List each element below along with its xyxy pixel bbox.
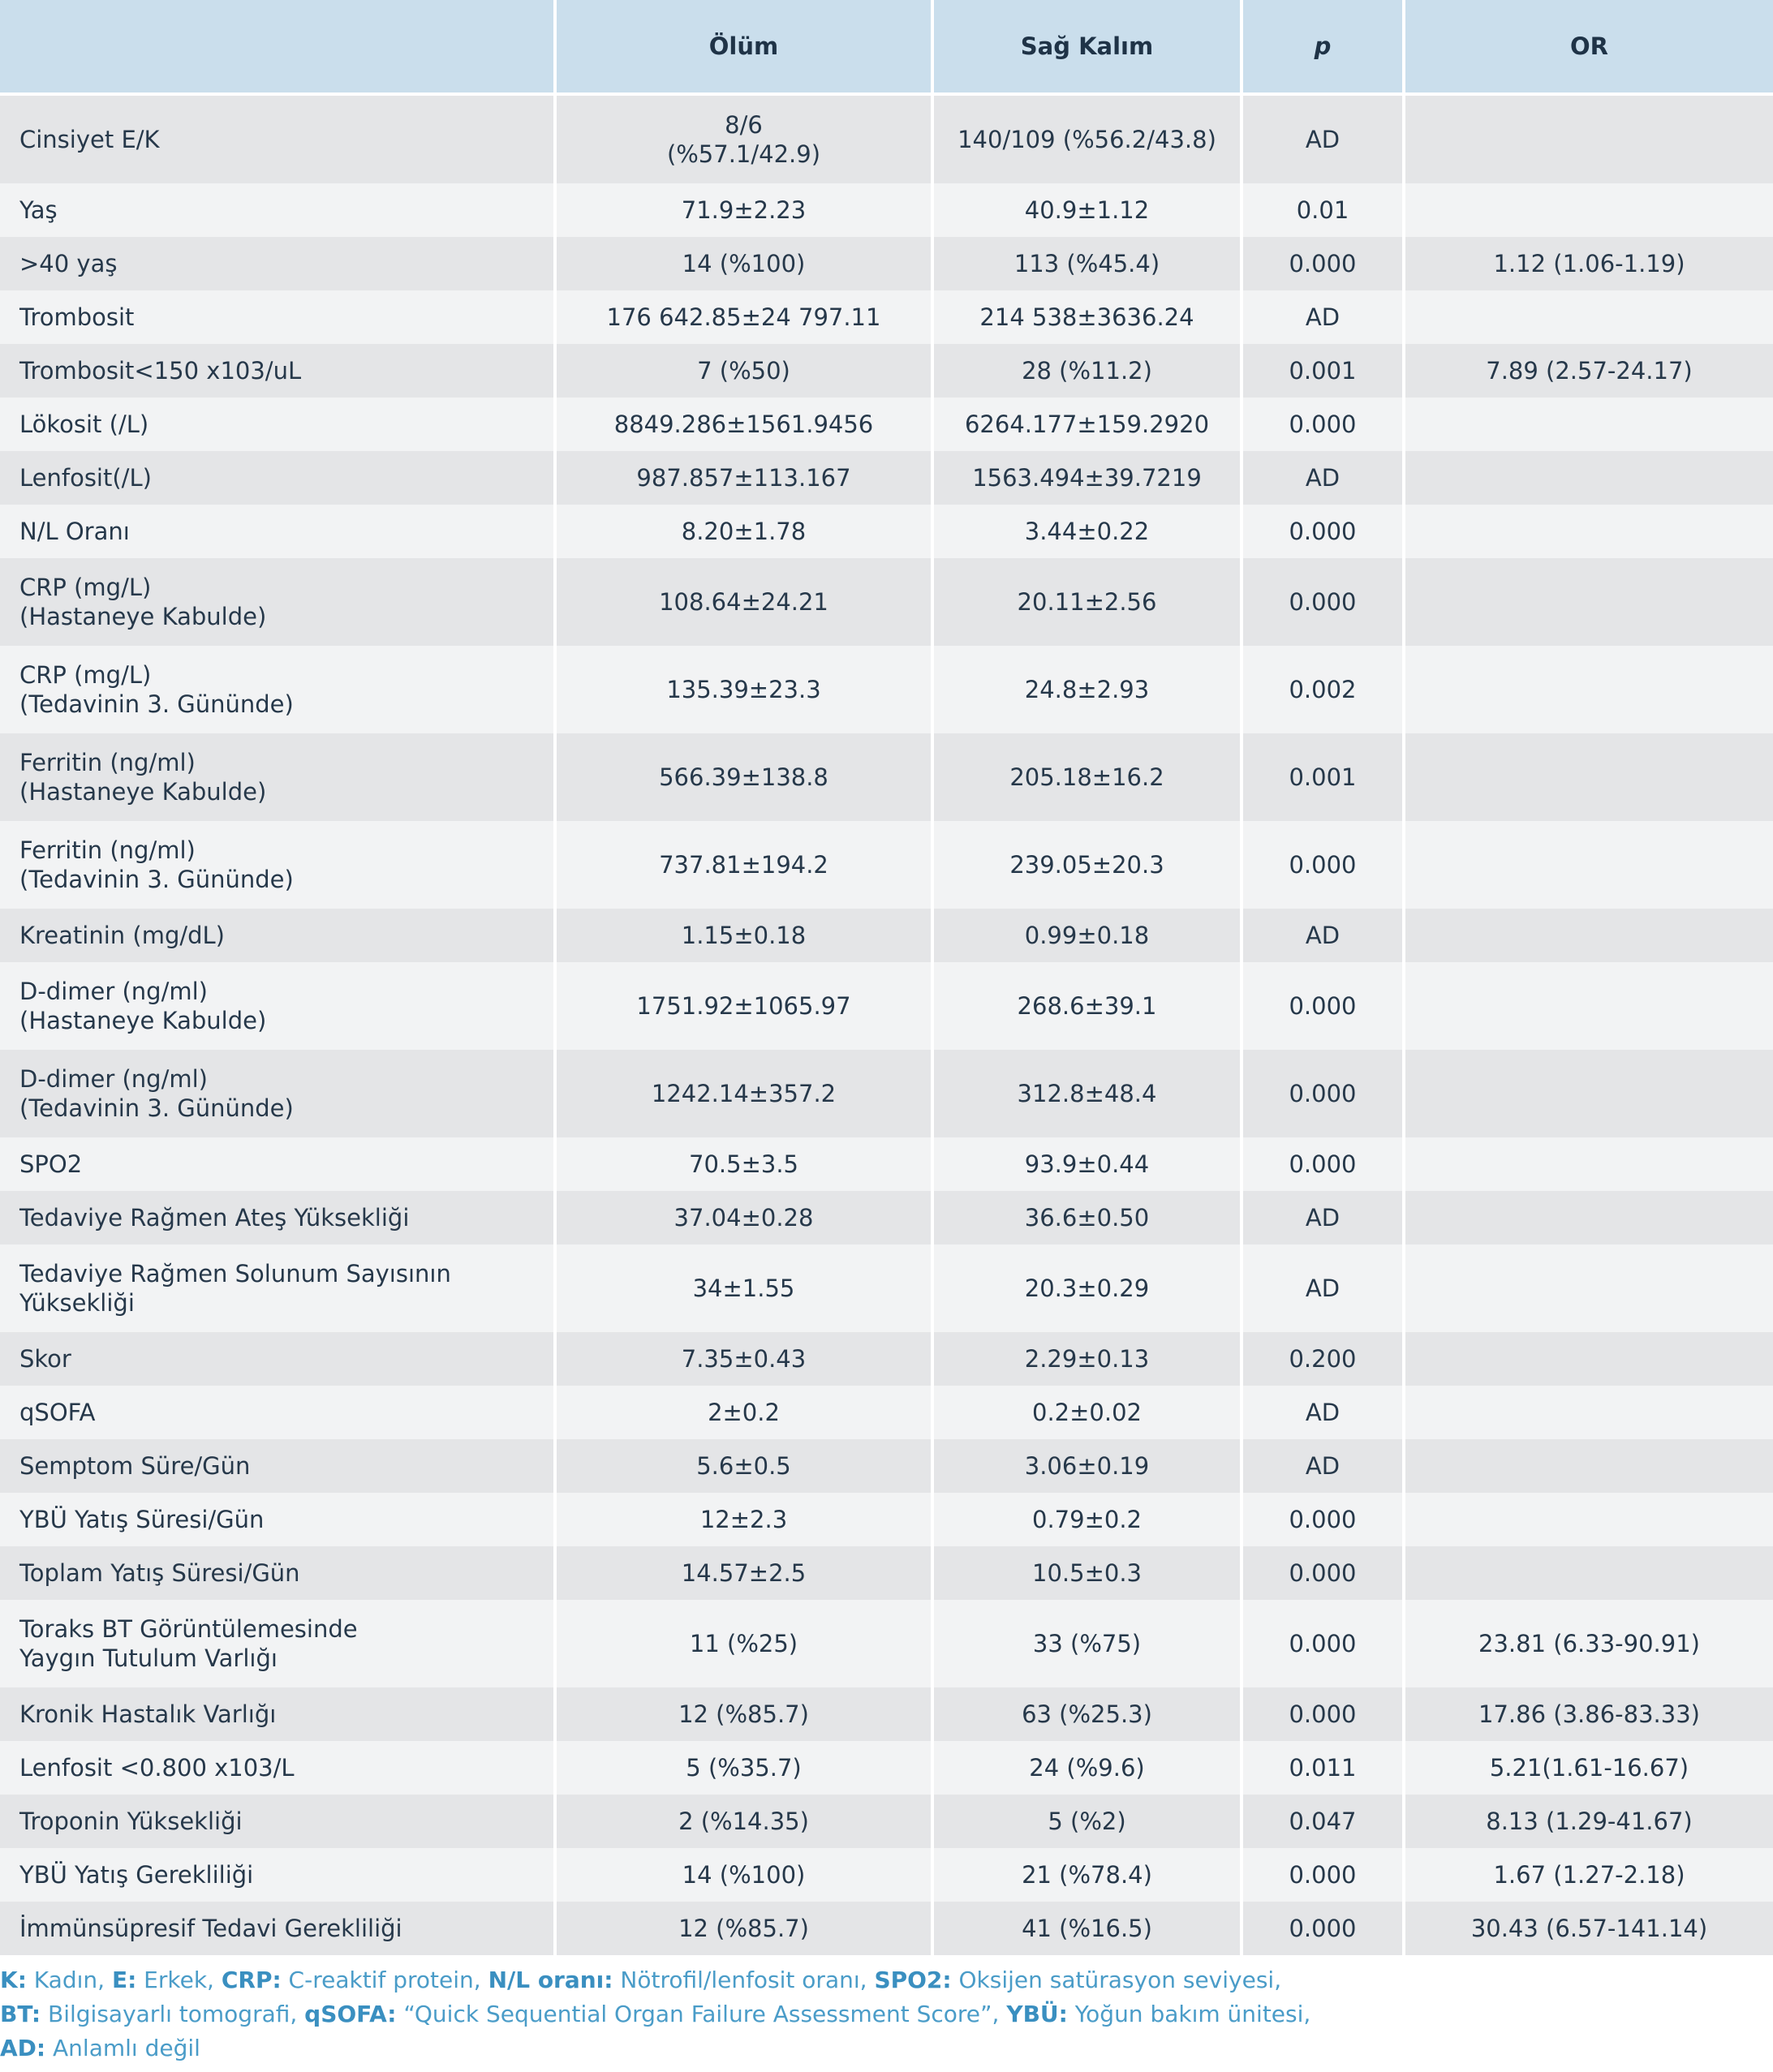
survival-value-cell: 312.8±48.4 — [931, 1050, 1240, 1137]
table-row — [0, 1137, 1773, 1191]
death-value-cell-line: 2±0.2 — [708, 1399, 780, 1426]
footnote-abbreviation: N/L oranı: — [488, 1967, 613, 1993]
odds-ratio-cell — [1402, 1191, 1773, 1244]
table-row — [0, 558, 1773, 646]
footnote-line — [0, 2031, 1773, 2066]
table-body — [0, 96, 1773, 1955]
table-row — [0, 962, 1773, 1050]
parameter-cell-line: YBÜ Yatış Gerekliliği — [19, 1861, 254, 1889]
parameter-cell — [0, 1902, 553, 1955]
header-p-value: p — [1240, 0, 1402, 96]
footnote-line — [0, 1997, 1773, 2031]
death-value-cell-line: 12 (%85.7) — [678, 1700, 809, 1728]
footnote-abbreviation: BT: — [0, 2001, 41, 2027]
parameter-cell-line: YBÜ Yatış Süresi/Gün — [19, 1506, 265, 1533]
odds-ratio-cell: 1.12 (1.06-1.19) — [1402, 237, 1773, 290]
survival-value-cell: 3.44±0.22 — [931, 505, 1240, 558]
footnote-definition: C-reaktif protein, — [281, 1967, 488, 1993]
parameter-cell — [0, 1137, 553, 1191]
footnote-abbreviation: AD: — [0, 2035, 46, 2061]
survival-value-cell: 0.79±0.2 — [931, 1493, 1240, 1546]
parameter-cell-line: Lenfosit(/L) — [19, 464, 152, 492]
table-row — [0, 1546, 1773, 1600]
death-value-cell-line: 12±2.3 — [699, 1506, 788, 1533]
parameter-cell-line: D-dimer (ng/ml) — [19, 978, 208, 1005]
death-value-cell — [553, 1050, 931, 1137]
parameter-cell-line: Yaygın Tutulum Varlığı — [19, 1644, 278, 1672]
odds-ratio-cell — [1402, 1137, 1773, 1191]
p-value-cell: 0.000 — [1240, 398, 1402, 451]
death-value-cell-line: 5 (%35.7) — [686, 1754, 802, 1782]
survival-value-cell: 268.6±39.1 — [931, 962, 1240, 1050]
odds-ratio-cell — [1402, 1493, 1773, 1546]
p-value-cell: AD — [1240, 451, 1402, 505]
footnote — [0, 1955, 1773, 2066]
footnote-abbreviation: CRP: — [221, 1967, 282, 1993]
parameter-cell — [0, 1687, 553, 1741]
death-value-cell-line: 14.57±2.5 — [681, 1559, 807, 1587]
p-value-cell: AD — [1240, 1439, 1402, 1493]
survival-value-cell: 93.9±0.44 — [931, 1137, 1240, 1191]
parameter-cell-line: Tedaviye Rağmen Solunum Sayısının Yüksekliği — [19, 1260, 451, 1317]
death-value-cell-line: 108.64±24.21 — [659, 588, 828, 616]
parameter-cell-line: (Hastaneye Kabulde) — [19, 1007, 267, 1034]
death-value-cell — [553, 558, 931, 646]
parameter-cell-line: (Tedavinin 3. Gününde) — [19, 690, 294, 718]
parameter-cell-line: Skor — [19, 1345, 71, 1373]
parameter-cell-line: (Hastaneye Kabulde) — [19, 603, 267, 630]
parameter-cell — [0, 962, 553, 1050]
p-value-cell: 0.000 — [1240, 1137, 1402, 1191]
p-value-cell: 0.000 — [1240, 1848, 1402, 1902]
death-value-cell — [553, 505, 931, 558]
odds-ratio-cell — [1402, 821, 1773, 909]
odds-ratio-cell: 17.86 (3.86-83.33) — [1402, 1687, 1773, 1741]
survival-value-cell: 28 (%11.2) — [931, 344, 1240, 398]
p-value-cell: 0.000 — [1240, 962, 1402, 1050]
p-value-cell: AD — [1240, 96, 1402, 183]
survival-value-cell: 24 (%9.6) — [931, 1741, 1240, 1795]
parameter-cell — [0, 505, 553, 558]
parameter-cell-line: Ferritin (ng/ml) — [19, 749, 196, 776]
death-value-cell — [553, 1386, 931, 1439]
survival-value-cell: 33 (%75) — [931, 1600, 1240, 1687]
death-value-cell — [553, 733, 931, 821]
parameter-cell-line: Lökosit (/L) — [19, 411, 149, 438]
parameter-cell — [0, 1546, 553, 1600]
parameter-cell — [0, 1493, 553, 1546]
p-value-cell: 0.200 — [1240, 1332, 1402, 1386]
table-row — [0, 451, 1773, 505]
parameter-cell — [0, 1741, 553, 1795]
parameter-cell-line: (Tedavinin 3. Gününde) — [19, 866, 294, 893]
p-value-cell: 0.000 — [1240, 237, 1402, 290]
survival-value-cell: 0.2±0.02 — [931, 1386, 1240, 1439]
death-value-cell — [553, 909, 931, 962]
death-value-cell — [553, 962, 931, 1050]
death-value-cell — [553, 1600, 931, 1687]
footnote-abbreviation: YBÜ: — [1006, 2001, 1068, 2027]
death-value-cell-line: 1751.92±1065.97 — [636, 992, 851, 1020]
parameter-cell — [0, 821, 553, 909]
header-parameter — [0, 0, 553, 96]
death-value-cell — [553, 1332, 931, 1386]
header-survival: Sağ Kalım — [931, 0, 1240, 96]
table-row — [0, 398, 1773, 451]
parameter-cell-line: D-dimer (ng/ml) — [19, 1065, 208, 1093]
p-value-cell: 0.000 — [1240, 1902, 1402, 1955]
death-value-cell-line: 2 (%14.35) — [678, 1808, 809, 1835]
death-value-cell-line: 7 (%50) — [697, 357, 790, 385]
survival-value-cell: 36.6±0.50 — [931, 1191, 1240, 1244]
table-row — [0, 1687, 1773, 1741]
survival-value-cell: 20.11±2.56 — [931, 558, 1240, 646]
odds-ratio-cell — [1402, 398, 1773, 451]
odds-ratio-cell — [1402, 962, 1773, 1050]
parameter-cell-line: Ferritin (ng/ml) — [19, 836, 196, 864]
odds-ratio-cell — [1402, 183, 1773, 237]
odds-ratio-cell: 23.81 (6.33-90.91) — [1402, 1600, 1773, 1687]
death-value-cell-line: (%57.1/42.9) — [666, 140, 821, 168]
footnote-definition: Anlamlı değil — [45, 2035, 200, 2061]
p-value-cell: 0.001 — [1240, 733, 1402, 821]
parameter-cell — [0, 909, 553, 962]
death-value-cell — [553, 1546, 931, 1600]
death-value-cell — [553, 1191, 931, 1244]
table-row — [0, 96, 1773, 183]
odds-ratio-cell — [1402, 1386, 1773, 1439]
survival-value-cell: 214 538±3636.24 — [931, 290, 1240, 344]
death-value-cell — [553, 96, 931, 183]
death-value-cell-line: 737.81±194.2 — [659, 851, 828, 879]
survival-value-cell: 6264.177±159.2920 — [931, 398, 1240, 451]
parameter-cell-line: Trombosit — [19, 303, 135, 331]
footnote-abbreviation: SPO2: — [874, 1967, 952, 1993]
death-value-cell-line: 5.6±0.5 — [696, 1452, 791, 1480]
death-value-cell — [553, 1741, 931, 1795]
table-row — [0, 821, 1773, 909]
p-value-cell: 0.000 — [1240, 1687, 1402, 1741]
table-row — [0, 344, 1773, 398]
table-row — [0, 1795, 1773, 1848]
footnote-abbreviation: K: — [0, 1967, 27, 1993]
table-row — [0, 1439, 1773, 1493]
parameter-cell — [0, 1050, 553, 1137]
death-value-cell-line: 1.15±0.18 — [681, 922, 807, 949]
table-row — [0, 1493, 1773, 1546]
table-row — [0, 1902, 1773, 1955]
odds-ratio-cell — [1402, 1244, 1773, 1332]
death-value-cell — [553, 1493, 931, 1546]
parameter-cell-line: (Hastaneye Kabulde) — [19, 778, 267, 806]
p-value-cell: 0.000 — [1240, 1600, 1402, 1687]
parameter-cell-line: Lenfosit <0.800 x103/L — [19, 1754, 295, 1782]
table-row — [0, 1191, 1773, 1244]
death-value-cell — [553, 398, 931, 451]
death-value-cell-line: 176 642.85±24 797.11 — [606, 303, 881, 331]
p-value-cell: 0.000 — [1240, 1493, 1402, 1546]
footnote-abbreviation: qSOFA: — [304, 2001, 397, 2027]
death-value-cell-line: 71.9±2.23 — [681, 196, 807, 224]
parameter-cell — [0, 290, 553, 344]
odds-ratio-cell: 30.43 (6.57-141.14) — [1402, 1902, 1773, 1955]
table-row — [0, 183, 1773, 237]
table-row — [0, 1848, 1773, 1902]
parameter-cell-line: Semptom Süre/Gün — [19, 1452, 251, 1480]
death-value-cell — [553, 1795, 931, 1848]
footnote-definition: Erkek, — [136, 1967, 222, 1993]
table-row — [0, 1600, 1773, 1687]
parameter-cell — [0, 1191, 553, 1244]
death-value-cell — [553, 1244, 931, 1332]
death-value-cell-line: 70.5±3.5 — [689, 1150, 798, 1178]
footnote-definition: Kadın, — [26, 1967, 112, 1993]
parameter-cell — [0, 237, 553, 290]
death-value-cell-line: 8/6 — [725, 111, 763, 139]
footnote-definition: Oksijen satürasyon seviyesi, — [951, 1967, 1282, 1993]
death-value-cell-line: 37.04±0.28 — [673, 1204, 814, 1232]
parameter-cell — [0, 1600, 553, 1687]
parameter-cell — [0, 1848, 553, 1902]
parameter-cell — [0, 1795, 553, 1848]
death-value-cell-line: 7.35±0.43 — [681, 1345, 807, 1373]
parameter-cell-line: N/L Oranı — [19, 518, 130, 545]
footnote-definition: Nötrofil/lenfosit oranı, — [613, 1967, 875, 1993]
odds-ratio-cell — [1402, 909, 1773, 962]
parameter-cell-line: CRP (mg/L) — [19, 574, 152, 601]
footnote-definition: Bilgisayarlı tomografi, — [41, 2001, 305, 2027]
parameter-cell-line: Toplam Yatış Süresi/Gün — [19, 1559, 300, 1587]
death-value-cell-line: 12 (%85.7) — [678, 1915, 809, 1942]
parameter-cell — [0, 646, 553, 733]
p-value-cell: 0.001 — [1240, 344, 1402, 398]
odds-ratio-cell: 5.21(1.61-16.67) — [1402, 1741, 1773, 1795]
header-death: Ölüm — [553, 0, 931, 96]
p-value-cell: AD — [1240, 1191, 1402, 1244]
odds-ratio-cell — [1402, 451, 1773, 505]
parameter-cell — [0, 1244, 553, 1332]
survival-value-cell: 113 (%45.4) — [931, 237, 1240, 290]
survival-value-cell: 41 (%16.5) — [931, 1902, 1240, 1955]
death-value-cell — [553, 344, 931, 398]
parameter-cell — [0, 398, 553, 451]
table-row — [0, 1741, 1773, 1795]
survival-value-cell: 10.5±0.3 — [931, 1546, 1240, 1600]
table-row — [0, 1332, 1773, 1386]
p-value-cell: 0.000 — [1240, 558, 1402, 646]
death-value-cell-line: 1242.14±357.2 — [651, 1080, 837, 1107]
p-value-cell: AD — [1240, 290, 1402, 344]
death-value-cell — [553, 451, 931, 505]
survival-value-cell: 2.29±0.13 — [931, 1332, 1240, 1386]
parameter-cell-line: Kronik Hastalık Varlığı — [19, 1700, 277, 1728]
parameter-cell-line: (Tedavinin 3. Gününde) — [19, 1094, 294, 1122]
survival-value-cell: 5 (%2) — [931, 1795, 1240, 1848]
death-value-cell-line: 14 (%100) — [682, 1861, 806, 1889]
parameter-cell — [0, 1386, 553, 1439]
footnote-definition: Yoğun bakım ünitesi, — [1067, 2001, 1311, 2027]
survival-value-cell: 0.99±0.18 — [931, 909, 1240, 962]
table-row — [0, 733, 1773, 821]
table-row — [0, 909, 1773, 962]
parameter-cell-line: Troponin Yüksekliği — [19, 1808, 243, 1835]
footnote-definition: “Quick Sequential Organ Failure Assessment Score”, — [396, 2001, 1007, 2027]
death-value-cell-line: 987.857±113.167 — [636, 464, 851, 492]
p-value-cell: 0.011 — [1240, 1741, 1402, 1795]
parameter-cell-line: Tedaviye Rağmen Ateş Yüksekliği — [19, 1204, 410, 1232]
survival-value-cell: 21 (%78.4) — [931, 1848, 1240, 1902]
odds-ratio-cell — [1402, 1332, 1773, 1386]
table-row — [0, 646, 1773, 733]
survival-value-cell: 239.05±20.3 — [931, 821, 1240, 909]
p-value-cell: 0.000 — [1240, 505, 1402, 558]
parameter-cell — [0, 96, 553, 183]
odds-ratio-cell: 8.13 (1.29-41.67) — [1402, 1795, 1773, 1848]
death-value-cell — [553, 290, 931, 344]
p-value-cell: 0.000 — [1240, 1050, 1402, 1137]
odds-ratio-cell — [1402, 290, 1773, 344]
odds-ratio-cell: 1.67 (1.27-2.18) — [1402, 1848, 1773, 1902]
table-row — [0, 505, 1773, 558]
odds-ratio-cell — [1402, 1050, 1773, 1137]
parameter-cell-line: Cinsiyet E/K — [19, 126, 160, 153]
death-value-cell — [553, 1137, 931, 1191]
death-value-cell — [553, 1687, 931, 1741]
odds-ratio-cell — [1402, 96, 1773, 183]
parameter-cell-line: Toraks BT Görüntülemesinde — [19, 1615, 358, 1643]
survival-value-cell: 24.8±2.93 — [931, 646, 1240, 733]
table-row — [0, 237, 1773, 290]
table-row — [0, 1050, 1773, 1137]
table-row — [0, 1386, 1773, 1439]
death-value-cell-line: 135.39±23.3 — [666, 676, 821, 703]
odds-ratio-cell — [1402, 733, 1773, 821]
parameter-cell-line: SPO2 — [19, 1150, 83, 1178]
p-value-cell: AD — [1240, 1244, 1402, 1332]
death-value-cell — [553, 183, 931, 237]
parameter-cell-line: Yaş — [19, 196, 58, 224]
survival-value-cell: 205.18±16.2 — [931, 733, 1240, 821]
p-value-cell: 0.01 — [1240, 183, 1402, 237]
footnote-line — [0, 1963, 1773, 1997]
p-value-cell: 0.000 — [1240, 821, 1402, 909]
survival-value-cell: 20.3±0.29 — [931, 1244, 1240, 1332]
death-value-cell-line: 34±1.55 — [692, 1275, 795, 1302]
parameter-cell — [0, 344, 553, 398]
parameter-cell-line: >40 yaş — [19, 250, 118, 277]
header-odds-ratio: OR — [1402, 0, 1773, 96]
death-value-cell — [553, 237, 931, 290]
footnote-abbreviation: E: — [111, 1967, 137, 1993]
survival-value-cell: 63 (%25.3) — [931, 1687, 1240, 1741]
death-value-cell-line: 8.20±1.78 — [681, 518, 807, 545]
death-value-cell-line: 11 (%25) — [689, 1630, 798, 1657]
table-row — [0, 290, 1773, 344]
parameter-cell-line: Trombosit<150 x103/uL — [19, 357, 302, 385]
table-row — [0, 1244, 1773, 1332]
survival-value-cell: 140/109 (%56.2/43.8) — [931, 96, 1240, 183]
p-value-cell: 0.047 — [1240, 1795, 1402, 1848]
parameter-cell-line: CRP (mg/L) — [19, 661, 152, 689]
parameter-cell-line: Kreatinin (mg/dL) — [19, 922, 225, 949]
parameter-cell — [0, 451, 553, 505]
death-value-cell — [553, 1902, 931, 1955]
odds-ratio-cell: 7.89 (2.57-24.17) — [1402, 344, 1773, 398]
death-value-cell — [553, 1848, 931, 1902]
odds-ratio-cell — [1402, 558, 1773, 646]
death-value-cell — [553, 821, 931, 909]
header-row — [0, 0, 1773, 96]
parameter-cell — [0, 1332, 553, 1386]
parameter-cell-line: İmmünsüpresif Tedavi Gerekliliği — [19, 1915, 402, 1942]
parameter-cell — [0, 733, 553, 821]
odds-ratio-cell — [1402, 1439, 1773, 1493]
p-value-cell: 0.002 — [1240, 646, 1402, 733]
survival-value-cell: 40.9±1.12 — [931, 183, 1240, 237]
parameter-cell — [0, 558, 553, 646]
survival-value-cell: 3.06±0.19 — [931, 1439, 1240, 1493]
parameter-cell — [0, 1439, 553, 1493]
death-value-cell — [553, 646, 931, 733]
parameter-cell — [0, 183, 553, 237]
death-value-cell-line: 566.39±138.8 — [659, 763, 828, 791]
odds-ratio-cell — [1402, 1546, 1773, 1600]
death-value-cell — [553, 1439, 931, 1493]
p-value-cell: AD — [1240, 909, 1402, 962]
survival-value-cell: 1563.494±39.7219 — [931, 451, 1240, 505]
death-value-cell-line: 8849.286±1561.9456 — [613, 411, 874, 438]
odds-ratio-cell — [1402, 505, 1773, 558]
odds-ratio-cell — [1402, 646, 1773, 733]
parameter-cell-line: qSOFA — [19, 1399, 96, 1426]
p-value-cell: 0.000 — [1240, 1546, 1402, 1600]
death-value-cell-line: 14 (%100) — [682, 250, 806, 277]
p-value-cell: AD — [1240, 1386, 1402, 1439]
